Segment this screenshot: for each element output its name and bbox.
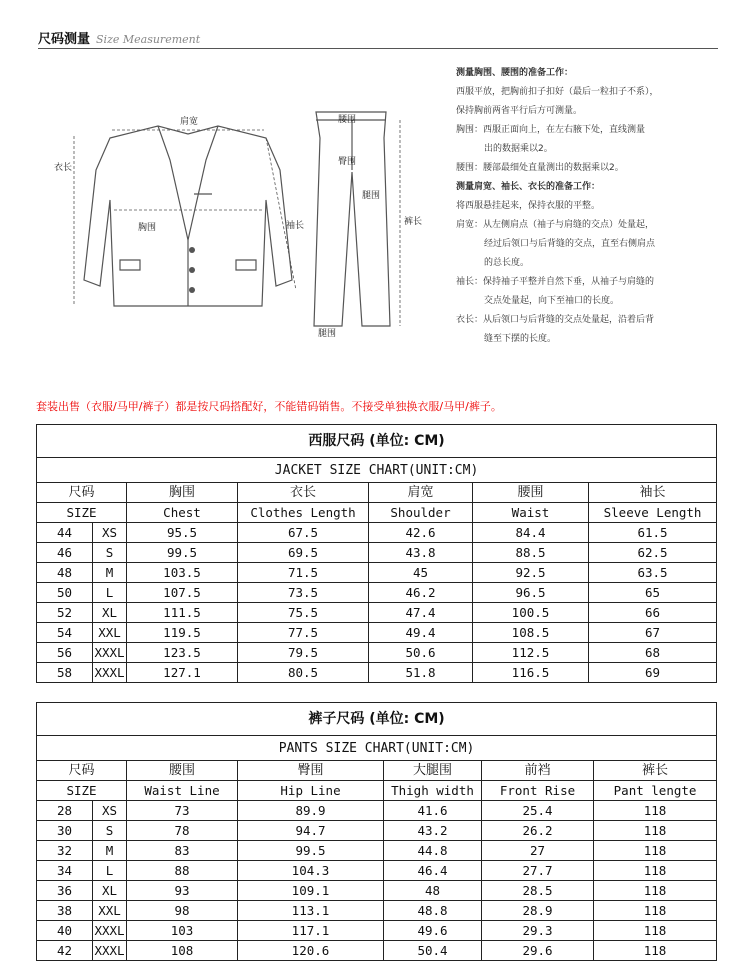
table-cell: 95.5 bbox=[127, 523, 238, 543]
table-cell: 26.2 bbox=[482, 821, 594, 841]
table-cell: 127.1 bbox=[127, 663, 238, 683]
table-cell: 120.6 bbox=[238, 941, 384, 961]
notes-line: 保持胸前两省平行后方可测量。 bbox=[456, 106, 583, 116]
table-cell: 119.5 bbox=[127, 623, 238, 643]
table-cell: 27 bbox=[482, 841, 594, 861]
table-cell: XXXL bbox=[93, 663, 127, 683]
table-cell: 112.5 bbox=[473, 643, 589, 663]
table-row bbox=[37, 663, 717, 683]
table-cell: 46.2 bbox=[369, 583, 473, 603]
table-cell: 93 bbox=[127, 881, 238, 901]
table-cell: 65 bbox=[589, 583, 717, 603]
sales-notice: 套装出售（衣服/马甲/裤子）都是按尺码搭配好，不能错码销售。不接受单独换衣服/马甲/裤子。 bbox=[36, 400, 502, 413]
table-cell: 73 bbox=[127, 801, 238, 821]
col-header-cn: 肩宽 bbox=[369, 483, 473, 503]
section-title-cn: 尺码测量 bbox=[38, 32, 91, 47]
table-cell: 73.5 bbox=[238, 583, 369, 603]
notes-line: 的总长度。 bbox=[484, 258, 530, 268]
table-cell: 83 bbox=[127, 841, 238, 861]
table-cell: 117.1 bbox=[238, 921, 384, 941]
table-cell: 118 bbox=[594, 841, 717, 861]
table-cell: 104.3 bbox=[238, 861, 384, 881]
table-row bbox=[37, 603, 717, 623]
col-header-cn: 腰围 bbox=[473, 483, 589, 503]
col-header-cn: 大腿围 bbox=[384, 761, 482, 781]
table-cell: 75.5 bbox=[238, 603, 369, 623]
table-row bbox=[37, 543, 717, 563]
table-cell: 42.6 bbox=[369, 523, 473, 543]
jacket-table-title: 西服尺码 (单位: CM) bbox=[37, 425, 717, 458]
table-cell: 88.5 bbox=[473, 543, 589, 563]
table-cell: 29.6 bbox=[482, 941, 594, 961]
col-header-en: Clothes Length bbox=[238, 503, 369, 523]
jacket-buttons bbox=[189, 247, 195, 293]
table-cell: 50.6 bbox=[369, 643, 473, 663]
table-cell: L bbox=[93, 583, 127, 603]
table-cell: L bbox=[93, 861, 127, 881]
table-cell: XXXL bbox=[93, 643, 127, 663]
table-cell: 113.1 bbox=[238, 901, 384, 921]
table-cell: 47.4 bbox=[369, 603, 473, 623]
table-cell: 40 bbox=[37, 921, 93, 941]
table-cell: 116.5 bbox=[473, 663, 589, 683]
jacket-size-table bbox=[36, 424, 717, 683]
col-header-en: SIZE bbox=[37, 781, 127, 801]
table-cell: 111.5 bbox=[127, 603, 238, 623]
table-cell: 94.7 bbox=[238, 821, 384, 841]
table-cell: 100.5 bbox=[473, 603, 589, 623]
table-cell: 69 bbox=[589, 663, 717, 683]
table-cell: 45 bbox=[369, 563, 473, 583]
table-cell: 79.5 bbox=[238, 643, 369, 663]
table-cell: 56 bbox=[37, 643, 93, 663]
table-cell: 108 bbox=[127, 941, 238, 961]
table-cell: 67 bbox=[589, 623, 717, 643]
col-header-en: Chest bbox=[127, 503, 238, 523]
notes-line: 西服正面向上，在左右腋下处，直线测量 bbox=[483, 125, 646, 135]
table-cell: 28.5 bbox=[482, 881, 594, 901]
table-cell: XL bbox=[93, 603, 127, 623]
table-cell: 48 bbox=[384, 881, 482, 901]
notes-line: 将西服悬挂起来，保持衣服的平整。 bbox=[456, 201, 601, 211]
table-row bbox=[37, 941, 717, 961]
diagram-label-shoulder: 肩宽 bbox=[180, 117, 199, 127]
table-cell: 109.1 bbox=[238, 881, 384, 901]
table-cell: XS bbox=[93, 523, 127, 543]
table-cell: 51.8 bbox=[369, 663, 473, 683]
table-cell: 63.5 bbox=[589, 563, 717, 583]
table-cell: 58 bbox=[37, 663, 93, 683]
table-cell: 108.5 bbox=[473, 623, 589, 643]
notes-waist-label: 腰围： bbox=[456, 163, 484, 173]
table-cell: 80.5 bbox=[238, 663, 369, 683]
table-cell: 25.4 bbox=[482, 801, 594, 821]
col-header-cn: 前裆 bbox=[482, 761, 594, 781]
table-cell: 118 bbox=[594, 861, 717, 881]
table-cell: M bbox=[93, 841, 127, 861]
table-cell: 118 bbox=[594, 801, 717, 821]
table-row bbox=[37, 623, 717, 643]
table-row bbox=[37, 583, 717, 603]
table-cell: 38 bbox=[37, 901, 93, 921]
table-cell: 92.5 bbox=[473, 563, 589, 583]
table-row bbox=[37, 523, 717, 543]
table-cell: 61.5 bbox=[589, 523, 717, 543]
table-row bbox=[37, 901, 717, 921]
notes-prep1-title: 测量胸围、腰围的准备工作： bbox=[456, 68, 574, 78]
jacket-table-subtitle: JACKET SIZE CHART(UNIT:CM) bbox=[37, 458, 717, 483]
diagram-label-pants-hip: 臀围 bbox=[338, 157, 357, 167]
col-header-en: Hip Line bbox=[238, 781, 384, 801]
table-cell: 118 bbox=[594, 821, 717, 841]
table-cell: 62.5 bbox=[589, 543, 717, 563]
table-cell: 34 bbox=[37, 861, 93, 881]
col-header-en: Thigh width bbox=[384, 781, 482, 801]
measurement-notes bbox=[456, 64, 716, 349]
table-cell: 103.5 bbox=[127, 563, 238, 583]
notes-line: 西服平放，把胸前扣子扣好（最后一粒扣子不系）， bbox=[456, 87, 659, 97]
diagram-label-pants-thigh: 腿围 bbox=[362, 191, 381, 201]
table-cell: 48 bbox=[37, 563, 93, 583]
table-cell: 36 bbox=[37, 881, 93, 901]
table-cell: 48.8 bbox=[384, 901, 482, 921]
table-row bbox=[37, 861, 717, 881]
table-cell: 118 bbox=[594, 901, 717, 921]
col-header-cn: 臀围 bbox=[238, 761, 384, 781]
pants-table-title: 裤子尺码 (单位: CM) bbox=[37, 703, 717, 736]
notes-prep2-title: 测量肩宽、袖长、衣长的准备工作： bbox=[456, 182, 601, 192]
table-cell: 29.3 bbox=[482, 921, 594, 941]
col-header-en: Waist bbox=[473, 503, 589, 523]
table-cell: 42 bbox=[37, 941, 93, 961]
table-cell: S bbox=[93, 821, 127, 841]
col-header-en: Front Rise bbox=[482, 781, 594, 801]
table-cell: XXXL bbox=[93, 921, 127, 941]
notes-line: 腰部最细处直量测出的数据乘以2。 bbox=[483, 163, 624, 173]
table-cell: 88 bbox=[127, 861, 238, 881]
table-cell: 28.9 bbox=[482, 901, 594, 921]
table-cell: M bbox=[93, 563, 127, 583]
notes-line: 缝至下摆的长度。 bbox=[484, 334, 557, 344]
table-cell: XS bbox=[93, 801, 127, 821]
table-cell: 43.2 bbox=[384, 821, 482, 841]
table-cell: 84.4 bbox=[473, 523, 589, 543]
table-cell: 103 bbox=[127, 921, 238, 941]
notes-shoulder-label: 肩宽： bbox=[456, 220, 484, 230]
table-cell: 68 bbox=[589, 643, 717, 663]
table-cell: 43.8 bbox=[369, 543, 473, 563]
table-cell: 50.4 bbox=[384, 941, 482, 961]
notes-line: 交点处量起，向下至袖口的长度。 bbox=[484, 296, 620, 306]
measure-lines bbox=[74, 120, 400, 326]
notes-length-label: 衣长： bbox=[456, 315, 484, 325]
pants-illustration bbox=[314, 112, 390, 326]
table-cell: 49.4 bbox=[369, 623, 473, 643]
notes-line: 从后领口与后背缝的交点处量起，沿着后背 bbox=[483, 315, 655, 325]
table-cell: 77.5 bbox=[238, 623, 369, 643]
table-cell: 89.9 bbox=[238, 801, 384, 821]
table-cell: 41.6 bbox=[384, 801, 482, 821]
notes-line: 从左侧肩点（袖子与肩缝的交点）处量起， bbox=[483, 220, 655, 230]
col-header-en: SIZE bbox=[37, 503, 127, 523]
table-cell: 28 bbox=[37, 801, 93, 821]
jacket-illustration bbox=[84, 126, 292, 306]
pants-table-subtitle: PANTS SIZE CHART(UNIT:CM) bbox=[37, 736, 717, 761]
col-header-cn: 尺码 bbox=[37, 761, 127, 781]
table-cell: 118 bbox=[594, 941, 717, 961]
table-row bbox=[37, 841, 717, 861]
col-header-en: Waist Line bbox=[127, 781, 238, 801]
table-row bbox=[37, 881, 717, 901]
table-cell: 52 bbox=[37, 603, 93, 623]
col-header-cn: 尺码 bbox=[37, 483, 127, 503]
table-cell: 67.5 bbox=[238, 523, 369, 543]
table-cell: 27.7 bbox=[482, 861, 594, 881]
diagram-label-pants-waist: 腰围 bbox=[338, 115, 357, 125]
col-header-en: Pant lengte bbox=[594, 781, 717, 801]
col-header-cn: 衣长 bbox=[238, 483, 369, 503]
header-divider bbox=[38, 48, 718, 49]
table-cell: 98 bbox=[127, 901, 238, 921]
table-cell: 107.5 bbox=[127, 583, 238, 603]
col-header-cn: 胸围 bbox=[127, 483, 238, 503]
table-row bbox=[37, 921, 717, 941]
table-cell: XXL bbox=[93, 901, 127, 921]
table-cell: 50 bbox=[37, 583, 93, 603]
table-cell: 78 bbox=[127, 821, 238, 841]
notes-sleeve-label: 袖长： bbox=[456, 277, 484, 287]
diagram-label-chest: 胸围 bbox=[138, 223, 157, 233]
col-header-cn: 裤长 bbox=[594, 761, 717, 781]
table-cell: 44 bbox=[37, 523, 93, 543]
notes-line: 出的数据乘以2。 bbox=[484, 144, 553, 154]
table-row bbox=[37, 821, 717, 841]
notes-line: 保持袖子平整并自然下垂，从袖子与肩缝的 bbox=[483, 277, 655, 287]
table-row bbox=[37, 643, 717, 663]
table-cell: 71.5 bbox=[238, 563, 369, 583]
measurement-diagram bbox=[40, 90, 460, 390]
table-cell: XL bbox=[93, 881, 127, 901]
table-cell: 66 bbox=[589, 603, 717, 623]
notes-chest-label: 胸围： bbox=[456, 125, 484, 135]
col-header-cn: 袖长 bbox=[589, 483, 717, 503]
table-row bbox=[37, 563, 717, 583]
table-cell: 118 bbox=[594, 921, 717, 941]
col-header-en: Shoulder bbox=[369, 503, 473, 523]
diagram-label-pants-length: 裤长 bbox=[404, 217, 423, 227]
table-cell: 49.6 bbox=[384, 921, 482, 941]
table-cell: 99.5 bbox=[238, 841, 384, 861]
table-row bbox=[37, 801, 717, 821]
section-title-en: Size Measurement bbox=[96, 33, 201, 46]
table-cell: 30 bbox=[37, 821, 93, 841]
diagram-label-sleeve: 袖长 bbox=[286, 221, 305, 231]
pants-size-table bbox=[36, 702, 717, 961]
table-cell: 118 bbox=[594, 881, 717, 901]
table-cell: XXL bbox=[93, 623, 127, 643]
col-header-en: Sleeve Length bbox=[589, 503, 717, 523]
table-cell: 96.5 bbox=[473, 583, 589, 603]
table-cell: 99.5 bbox=[127, 543, 238, 563]
table-cell: 44.8 bbox=[384, 841, 482, 861]
col-header-cn: 腰围 bbox=[127, 761, 238, 781]
table-cell: 32 bbox=[37, 841, 93, 861]
diagram-label-pants-hem: 腿围 bbox=[318, 329, 337, 339]
table-cell: 46.4 bbox=[384, 861, 482, 881]
table-cell: 69.5 bbox=[238, 543, 369, 563]
table-cell: S bbox=[93, 543, 127, 563]
diagram-label-length: 衣长 bbox=[54, 163, 73, 173]
table-cell: 54 bbox=[37, 623, 93, 643]
table-cell: 46 bbox=[37, 543, 93, 563]
table-cell: 123.5 bbox=[127, 643, 238, 663]
table-cell: XXXL bbox=[93, 941, 127, 961]
notes-line: 经过后领口与后背缝的交点，直至右侧肩点 bbox=[484, 239, 656, 249]
section-header bbox=[38, 28, 718, 50]
